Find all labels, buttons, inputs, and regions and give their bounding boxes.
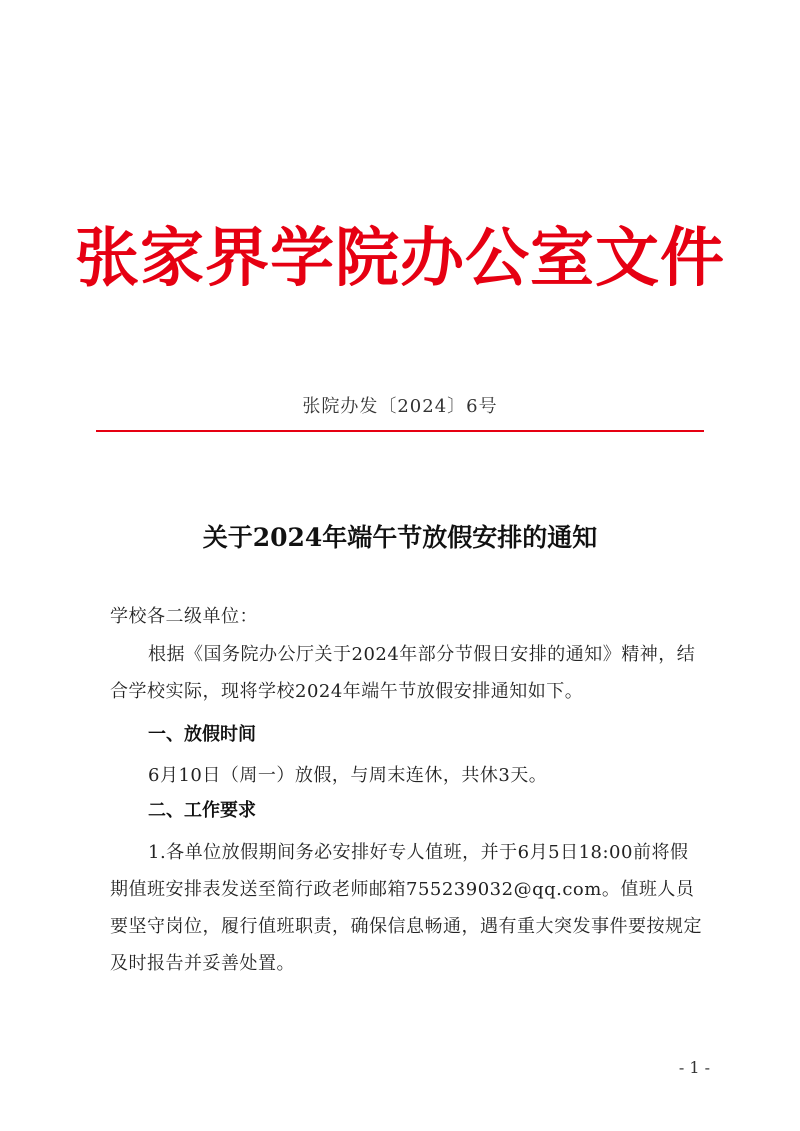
page-number: - 1 - xyxy=(678,1058,710,1077)
section-heading-holiday-time: 一、放假时间 xyxy=(148,724,256,745)
section-heading-work-requirements: 二、工作要求 xyxy=(148,800,256,821)
work-requirement-item-1: 1.各单位放假期间务必安排好专人值班，并于6月5日18:00前将假期值班安排表发送至简行政老师邮箱755239032@qq.com。值班人员要坚守岗位，履行值班职责，确保信息畅通，遇有重大突发事件要按规定及时报告并妥善处置。 xyxy=(110,842,702,974)
masthead-title: 张家界学院办公室文件 xyxy=(75,221,725,296)
salutation: 学校各二级单位： xyxy=(110,606,258,627)
intro-paragraph: 根据《国务院办公厅关于2024年部分节假日安排的通知》精神，结合学校实际，现将学校2024年端午节放假安排通知如下。 xyxy=(110,644,696,702)
holiday-time-paragraph: 6月10日（周一）放假，与周末连休，共休3天。 xyxy=(148,765,548,786)
red-divider-line xyxy=(96,430,704,432)
notice-title: 关于2024年端午节放假安排的通知 xyxy=(202,523,598,552)
document-number: 张院办发〔2024〕6号 xyxy=(302,396,498,417)
